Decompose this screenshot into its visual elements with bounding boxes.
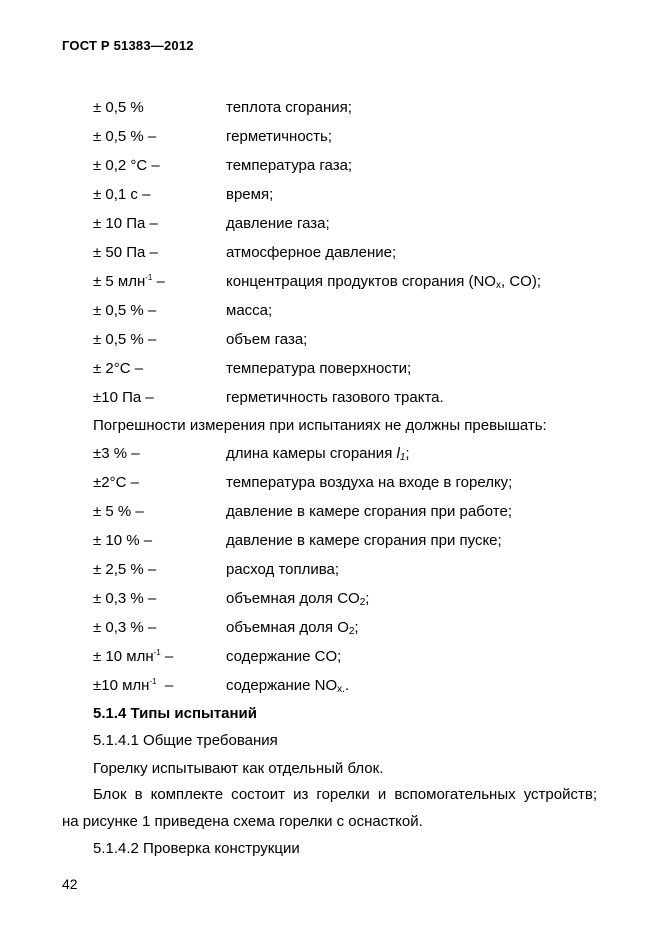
tolerance-parameter: объем газа;: [226, 331, 308, 348]
paragraph-line: на рисунке 1 приведена схема горелки с оснасткой.: [62, 813, 423, 830]
tolerance-parameter: содержание CO;: [226, 648, 342, 665]
tolerance-parameter: теплота сгорания;: [226, 99, 352, 116]
tolerance-value: ± 50 Па –: [93, 244, 158, 261]
paragraph: Горелку испытывают как отдельный блок.: [93, 760, 384, 777]
subsection-heading: 5.1.4.2 Проверка конструкции: [93, 840, 300, 857]
tolerance-parameter: температура поверхности;: [226, 360, 412, 377]
tolerance-parameter: концентрация продуктов сгорания ($NO_x$, CO);: [226, 273, 541, 291]
tolerance-parameter: содержание $NO_{x.}$.: [226, 677, 350, 695]
tolerance-value: ± 10 млн$^{-1}$ –: [93, 648, 174, 665]
tolerance-value: ± 0,5 % –: [93, 331, 157, 348]
tolerance-parameter: давление в камере сгорания при работе;: [226, 503, 512, 520]
tolerance-value: ± 5 % –: [93, 503, 144, 520]
tolerance-parameter: время;: [226, 186, 274, 203]
tolerance-parameter: температура воздуха на входе в горелку;: [226, 474, 513, 491]
tolerance-value: ± 0,3 % –: [93, 619, 157, 636]
subsection-heading: 5.1.4.1 Общие требования: [93, 732, 278, 749]
tolerance-parameter: давление в камере сгорания при пуске;: [226, 532, 502, 549]
tolerance-value: ± 2°С –: [93, 360, 144, 377]
tolerance-value: ± 0,5 % –: [93, 302, 157, 319]
tolerance-parameter: масса;: [226, 302, 273, 319]
tolerance-parameter: температура газа;: [226, 157, 353, 174]
tolerance-value: ± 0,1 с –: [93, 186, 151, 203]
tolerance-value: ± 0,2 °С –: [93, 157, 160, 174]
tolerance-value: ± 10 % –: [93, 532, 153, 549]
tolerance-value: ±3 % –: [93, 445, 140, 462]
document-header: ГОСТ Р 51383—2012: [62, 38, 194, 53]
tolerance-value: ±10 млн$^{-1}$ –: [93, 677, 174, 694]
tolerance-parameter: расход топлива;: [226, 561, 340, 578]
tolerance-value: ± 10 Па –: [93, 215, 158, 232]
tolerance-parameter: атмосферное давление;: [226, 244, 397, 261]
page-number: 42: [62, 876, 78, 892]
tolerance-parameter: объемная доля $CO_2$;: [226, 590, 370, 608]
section-heading: 5.1.4 Типы испытаний: [93, 705, 258, 722]
tolerance-parameter: герметичность газового тракта.: [226, 389, 444, 406]
tolerance-parameter: объемная доля $O_2$;: [226, 619, 359, 637]
paragraph-line: Блок в комплекте состоит из горелки и вспомогательных устройств;: [93, 786, 597, 803]
tolerance-value: ± 5 млн$^{-1}$ –: [93, 273, 165, 290]
tolerance-value: ±2°С –: [93, 474, 139, 491]
measurement-error-intro: Погрешности измерения при испытаниях не должны превышать:: [93, 417, 547, 434]
tolerance-value: ± 2,5 % –: [93, 561, 157, 578]
tolerance-parameter: герметичность;: [226, 128, 333, 145]
tolerance-value: ± 0,3 % –: [93, 590, 157, 607]
tolerance-parameter: длина камеры сгорания $l_1$;: [226, 445, 410, 463]
tolerance-value: ± 0,5 %: [93, 99, 144, 116]
tolerance-value: ± 0,5 % –: [93, 128, 157, 145]
tolerance-value: ±10 Па –: [93, 389, 154, 406]
tolerance-parameter: давление газа;: [226, 215, 330, 232]
